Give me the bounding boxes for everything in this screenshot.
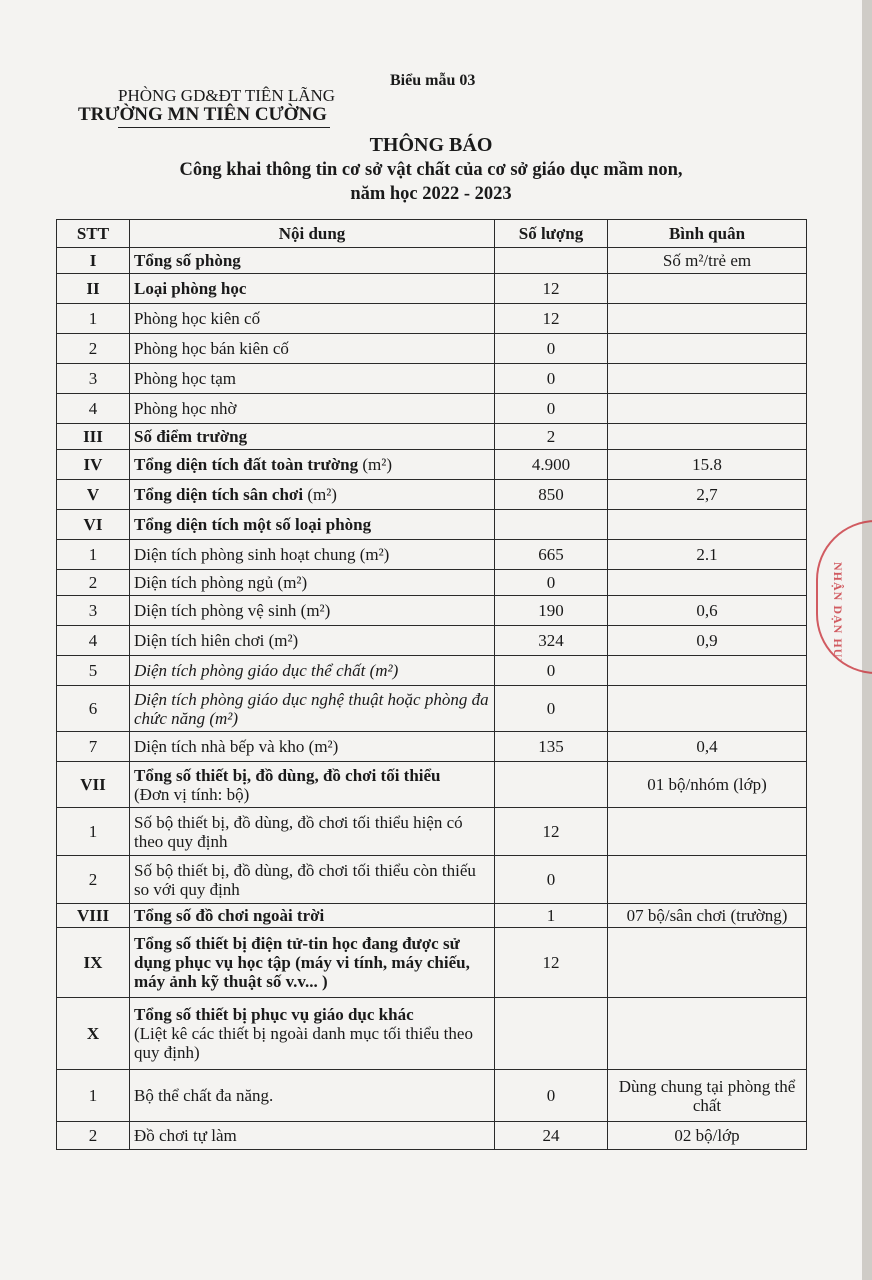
table-row bbox=[57, 248, 807, 274]
row-content bbox=[130, 248, 495, 274]
table-row bbox=[57, 762, 807, 808]
row-average bbox=[608, 998, 807, 1070]
row-stt: VIII bbox=[57, 904, 130, 928]
row-content-text: Tổng số thiết bị phục vụ giáo dục khác bbox=[134, 1005, 414, 1024]
row-average bbox=[608, 394, 807, 424]
table-row bbox=[57, 480, 807, 510]
row-content bbox=[130, 570, 495, 596]
row-stt: 2 bbox=[57, 856, 130, 904]
row-content bbox=[130, 904, 495, 928]
row-quantity: 24 bbox=[495, 1122, 608, 1150]
row-content bbox=[130, 480, 495, 510]
row-quantity: 12 bbox=[495, 274, 608, 304]
row-content bbox=[130, 856, 495, 904]
row-content-text: Tổng diện tích sân chơi bbox=[134, 485, 304, 504]
table-row bbox=[57, 450, 807, 480]
row-stt: 4 bbox=[57, 626, 130, 656]
row-content bbox=[130, 928, 495, 998]
row-content-text: Tổng diện tích đất toàn trường bbox=[134, 455, 359, 474]
row-unit: (m²) bbox=[362, 455, 393, 474]
row-content bbox=[130, 394, 495, 424]
table-row bbox=[57, 732, 807, 762]
row-content-text: Diện tích phòng sinh hoạt chung (m²) bbox=[134, 545, 390, 564]
row-average bbox=[608, 510, 807, 540]
row-quantity bbox=[495, 762, 608, 808]
table-row bbox=[57, 626, 807, 656]
table-row bbox=[57, 274, 807, 304]
row-stt: 6 bbox=[57, 686, 130, 732]
row-content bbox=[130, 424, 495, 450]
row-average bbox=[608, 656, 807, 686]
row-average bbox=[608, 334, 807, 364]
row-content-text: Phòng học nhờ bbox=[134, 399, 237, 418]
row-stt: 1 bbox=[57, 1070, 130, 1122]
stamp-text: NHẬN DẠN HUN bbox=[831, 562, 845, 668]
row-quantity: 0 bbox=[495, 1070, 608, 1122]
row-quantity: 12 bbox=[495, 304, 608, 334]
row-average bbox=[608, 424, 807, 450]
row-average bbox=[608, 808, 807, 856]
row-content-text: Tổng diện tích một số loại phòng bbox=[134, 515, 372, 534]
row-content-text: Diện tích phòng ngủ (m²) bbox=[134, 573, 308, 592]
row-quantity: 0 bbox=[495, 570, 608, 596]
row-content bbox=[130, 274, 495, 304]
row-average bbox=[608, 928, 807, 998]
row-content-text: Số bộ thiết bị, đồ dùng, đồ chơi tối thiểu hiện có theo quy định bbox=[134, 812, 463, 851]
row-average: 07 bộ/sân chơi (trường) bbox=[608, 904, 807, 928]
row-subtext: (Đơn vị tính: bộ) bbox=[134, 784, 250, 804]
row-quantity: 0 bbox=[495, 334, 608, 364]
row-quantity: 324 bbox=[495, 626, 608, 656]
row-average: 01 bộ/nhóm (lớp) bbox=[608, 762, 807, 808]
table-row bbox=[57, 334, 807, 364]
row-quantity: 12 bbox=[495, 808, 608, 856]
row-content-text: Phòng học bán kiên cố bbox=[134, 339, 289, 358]
row-average: 0,4 bbox=[608, 732, 807, 762]
table-body bbox=[57, 248, 807, 1150]
row-average: 0,9 bbox=[608, 626, 807, 656]
row-average: Số m²/trẻ em bbox=[608, 248, 807, 274]
row-quantity bbox=[495, 998, 608, 1070]
row-content-text: Tổng số phòng bbox=[134, 251, 241, 270]
row-quantity: 4.900 bbox=[495, 450, 608, 480]
row-content-text: Số điểm trường bbox=[134, 427, 248, 446]
row-average: 2,7 bbox=[608, 480, 807, 510]
row-content bbox=[130, 656, 495, 686]
school-name: TRƯỜNG MN TIÊN CƯỜNG bbox=[78, 104, 327, 125]
row-content-text: Tổng số đồ chơi ngoài trời bbox=[134, 906, 325, 925]
row-content-text: Tổng số thiết bị, đồ dùng, đồ chơi tối thiểu bbox=[134, 765, 441, 785]
table-row bbox=[57, 540, 807, 570]
row-stt: 3 bbox=[57, 596, 130, 626]
table-header-row bbox=[57, 220, 807, 248]
row-content-text: Diện tích phòng vệ sinh (m²) bbox=[134, 601, 331, 620]
row-stt: IV bbox=[57, 450, 130, 480]
row-average: 2.1 bbox=[608, 540, 807, 570]
table-row bbox=[57, 570, 807, 596]
row-content-text: Tổng số thiết bị điện tử-tin học đang được sử dụng phục vụ học tập (máy vi tính, máy chiếu, máy ảnh kỹ thuật số v.v... ) bbox=[134, 934, 470, 991]
row-average: Dùng chung tại phòng thể chất bbox=[608, 1070, 807, 1122]
row-average bbox=[608, 274, 807, 304]
row-quantity: 1 bbox=[495, 904, 608, 928]
notice-subtitle: Công khai thông tin cơ sở vật chất của cơ sở giáo dục mầm non, bbox=[179, 160, 683, 180]
row-quantity: 190 bbox=[495, 596, 608, 626]
table-row bbox=[57, 656, 807, 686]
row-content bbox=[130, 364, 495, 394]
row-quantity: 0 bbox=[495, 656, 608, 686]
table-row bbox=[57, 686, 807, 732]
row-quantity: 0 bbox=[495, 394, 608, 424]
row-content-text: Phòng học kiên cố bbox=[134, 309, 261, 328]
row-average: 0,6 bbox=[608, 596, 807, 626]
row-content bbox=[130, 304, 495, 334]
row-subtext: (Liệt kê các thiết bị ngoài danh mục tối thiểu theo quy định) bbox=[134, 1024, 473, 1062]
row-quantity: 12 bbox=[495, 928, 608, 998]
row-stt: II bbox=[57, 274, 130, 304]
row-content bbox=[130, 808, 495, 856]
row-average bbox=[608, 304, 807, 334]
row-stt: VII bbox=[57, 762, 130, 808]
table-row bbox=[57, 1122, 807, 1150]
table-row bbox=[57, 510, 807, 540]
table-row bbox=[57, 364, 807, 394]
row-content bbox=[130, 762, 495, 808]
row-stt: 2 bbox=[57, 334, 130, 364]
row-content bbox=[130, 732, 495, 762]
row-stt: 7 bbox=[57, 732, 130, 762]
row-stt: 4 bbox=[57, 394, 130, 424]
row-content bbox=[130, 1070, 495, 1122]
row-content-text: Đồ chơi tự làm bbox=[134, 1126, 237, 1145]
row-content-text: Diện tích phòng giáo dục thể chất (m²) bbox=[134, 661, 399, 680]
row-unit: (m²) bbox=[307, 485, 337, 504]
row-content-text: Phòng học tạm bbox=[134, 369, 236, 388]
row-content bbox=[130, 334, 495, 364]
table-row bbox=[57, 808, 807, 856]
table-row bbox=[57, 394, 807, 424]
table-row bbox=[57, 856, 807, 904]
row-content bbox=[130, 686, 495, 732]
row-content-text: Số bộ thiết bị, đồ dùng, đồ chơi tối thiểu còn thiếu so với quy định bbox=[134, 860, 476, 899]
row-average: 02 bộ/lớp bbox=[608, 1122, 807, 1150]
header-content: Nội dung bbox=[130, 220, 495, 248]
row-stt: 2 bbox=[57, 1122, 130, 1150]
row-average: 15.8 bbox=[608, 450, 807, 480]
row-stt: 1 bbox=[57, 304, 130, 334]
row-stt: V bbox=[57, 480, 130, 510]
table-row bbox=[57, 1070, 807, 1122]
row-quantity: 0 bbox=[495, 856, 608, 904]
row-stt: X bbox=[57, 998, 130, 1070]
form-label: Biểu mẫu 03 bbox=[390, 72, 476, 89]
row-stt: 1 bbox=[57, 540, 130, 570]
row-stt: 3 bbox=[57, 364, 130, 394]
row-quantity bbox=[495, 248, 608, 274]
table-row bbox=[57, 424, 807, 450]
table-row bbox=[57, 596, 807, 626]
row-stt: IX bbox=[57, 928, 130, 998]
header-stt: STT bbox=[57, 220, 130, 248]
row-stt: 2 bbox=[57, 570, 130, 596]
row-quantity: 665 bbox=[495, 540, 608, 570]
row-content bbox=[130, 450, 495, 480]
row-content bbox=[130, 510, 495, 540]
row-quantity: 0 bbox=[495, 364, 608, 394]
row-content-text: Loại phòng học bbox=[134, 279, 247, 298]
row-average bbox=[608, 686, 807, 732]
row-stt: VI bbox=[57, 510, 130, 540]
row-quantity: 135 bbox=[495, 732, 608, 762]
row-quantity: 2 bbox=[495, 424, 608, 450]
department-name: PHÒNG GD&ĐT TIÊN LÃNG bbox=[118, 86, 336, 105]
row-content-text: Diện tích phòng giáo dục nghệ thuật hoặc phòng đa chức năng (m²) bbox=[134, 689, 489, 728]
row-stt: 1 bbox=[57, 808, 130, 856]
notice-school-year: năm học 2022 - 2023 bbox=[350, 184, 512, 204]
row-content bbox=[130, 540, 495, 570]
row-content bbox=[130, 596, 495, 626]
row-content-text: Bộ thể chất đa năng. bbox=[134, 1086, 274, 1105]
row-stt: 5 bbox=[57, 656, 130, 686]
table-row bbox=[57, 928, 807, 998]
row-content bbox=[130, 1122, 495, 1150]
facilities-table bbox=[56, 219, 807, 1150]
row-content-text: Diện tích hiên chơi (m²) bbox=[134, 631, 299, 650]
row-quantity: 0 bbox=[495, 686, 608, 732]
table-row bbox=[57, 304, 807, 334]
table-row bbox=[57, 904, 807, 928]
table-row bbox=[57, 998, 807, 1070]
row-average bbox=[608, 364, 807, 394]
row-stt: III bbox=[57, 424, 130, 450]
header-average: Bình quân bbox=[608, 220, 807, 248]
row-average bbox=[608, 570, 807, 596]
header-quantity: Số lượng bbox=[495, 220, 608, 248]
row-quantity bbox=[495, 510, 608, 540]
row-quantity: 850 bbox=[495, 480, 608, 510]
notice-title: THÔNG BÁO bbox=[369, 134, 493, 156]
row-stt: I bbox=[57, 248, 130, 274]
row-average bbox=[608, 856, 807, 904]
row-content bbox=[130, 626, 495, 656]
school-underline bbox=[118, 127, 330, 128]
row-content-text: Diện tích nhà bếp và kho (m²) bbox=[134, 737, 339, 756]
row-content bbox=[130, 998, 495, 1070]
